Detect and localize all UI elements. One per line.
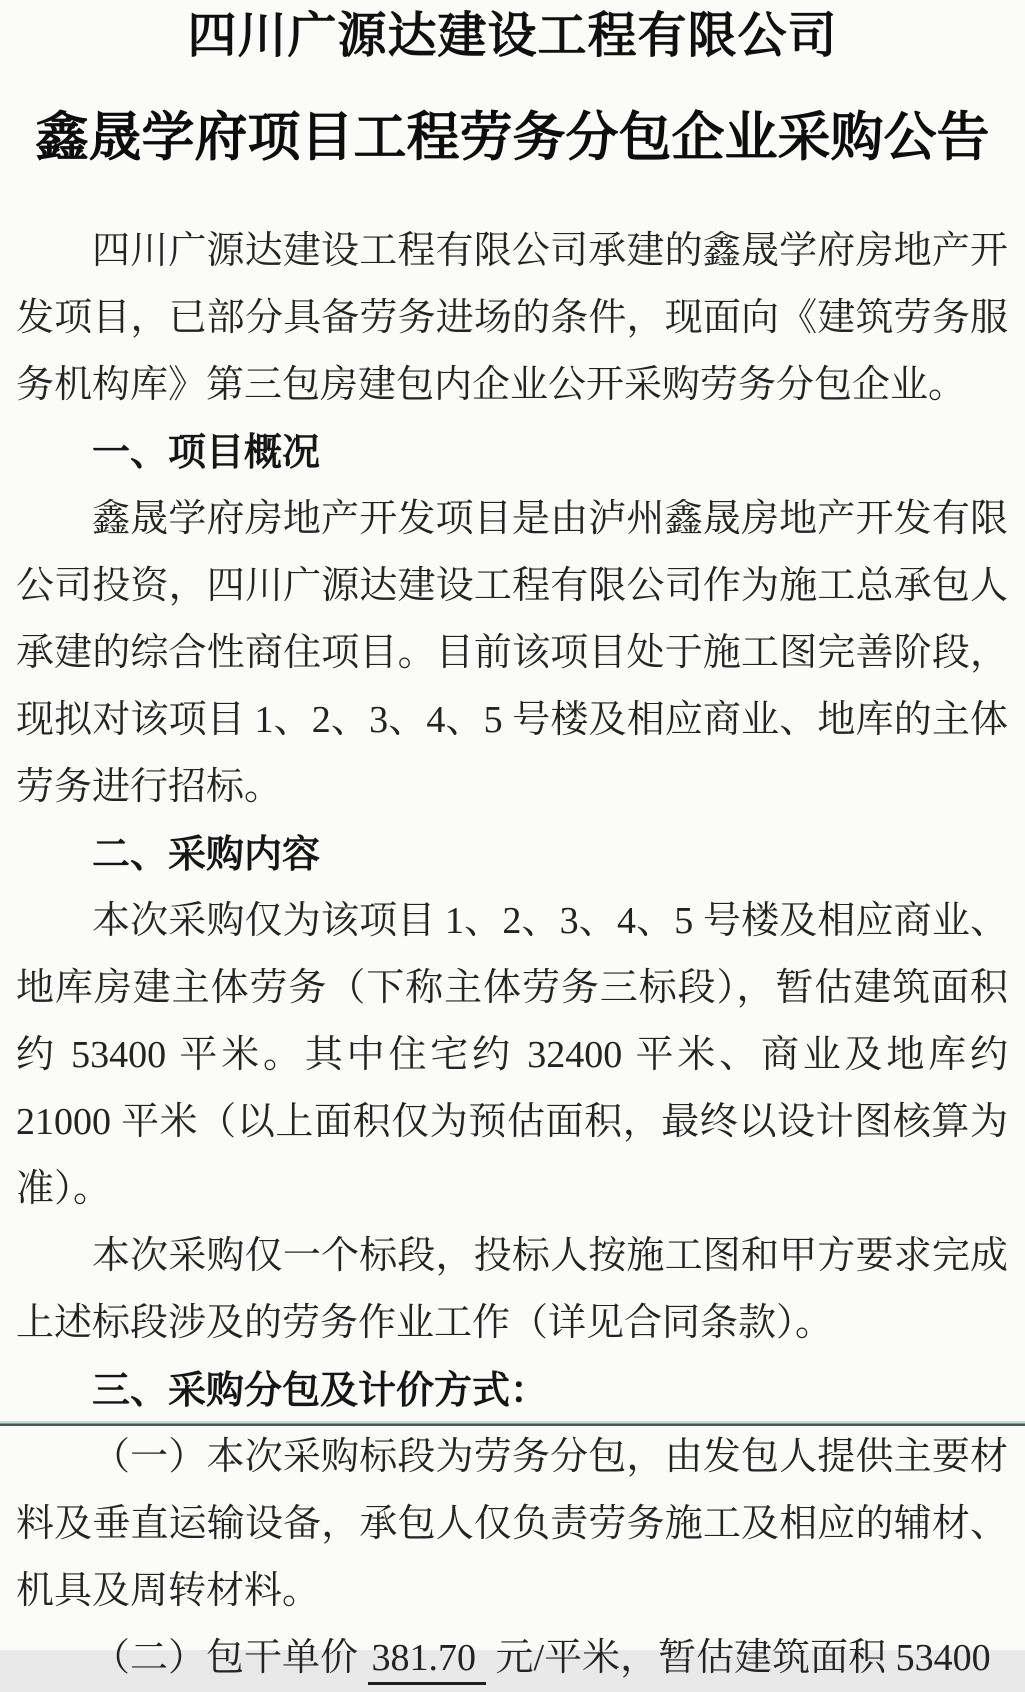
page-break-line bbox=[0, 1421, 1025, 1426]
unit-price-value: 381.70 bbox=[368, 1637, 487, 1685]
section-3-paragraph-1: （一）本次采购标段为劳务分包，由发包人提供主要材料及垂直运输设备，承包人仅负责劳务施工及相应的辅材、机具及周转材料。 bbox=[16, 1436, 1008, 1612]
intro-paragraph: 四川广源达建设工程有限公司承建的鑫晟学府房地产开发项目，已部分具备劳务进场的条件，现面向《建筑劳务服务机构库》第三包房建包内企业公开采购劳务分包企业。 bbox=[16, 230, 1008, 406]
clause-2-suffix: 元/平米，暂估建筑面积 53400 bbox=[486, 1637, 991, 1679]
section-3-heading: 三、采购分包及计价方式： bbox=[92, 1368, 549, 1412]
clause-2-prefix: （二）包干单价 bbox=[92, 1637, 368, 1679]
section-1-paragraph-1: 鑫晟学府房地产开发项目是由泸州鑫晟房地产开发有限公司投资，四川广源达建设工程有限公司作为施工总承包人承建的综合性商住项目。目前该项目处于施工图完善阶段，现拟对该项目 1、2、3、4、5 号楼及相应商业、地库的主体劳务进行招标。 bbox=[16, 498, 1008, 808]
announcement-title: 鑫晟学府项目工程劳务分包企业采购公告 bbox=[35, 107, 990, 168]
section-3-paragraph-2 bbox=[16, 1625, 1008, 1692]
section-2-paragraph-2: 本次采购仅一个标段，投标人按施工图和甲方要求完成上述标段涉及的劳务作业工作（详见合同条款）。 bbox=[16, 1235, 1008, 1344]
section-2-paragraph-1: 本次采购仅为该项目 1、2、3、4、5 号楼及相应商业、地库房建主体劳务（下称主体劳务三标段），暂估建筑面积约 53400 平米。其中住宅约 32400 平米、商业及地库约 21000 平米（以上面积仅为预估面积，最终以设计图核算为准）。 bbox=[16, 900, 1008, 1210]
company-title: 四川广源达建设工程有限公司 bbox=[187, 7, 838, 64]
section-2-heading: 二、采购内容 bbox=[92, 832, 321, 876]
section-1-heading: 一、项目概况 bbox=[92, 430, 321, 474]
document-body bbox=[0, 218, 1025, 1692]
